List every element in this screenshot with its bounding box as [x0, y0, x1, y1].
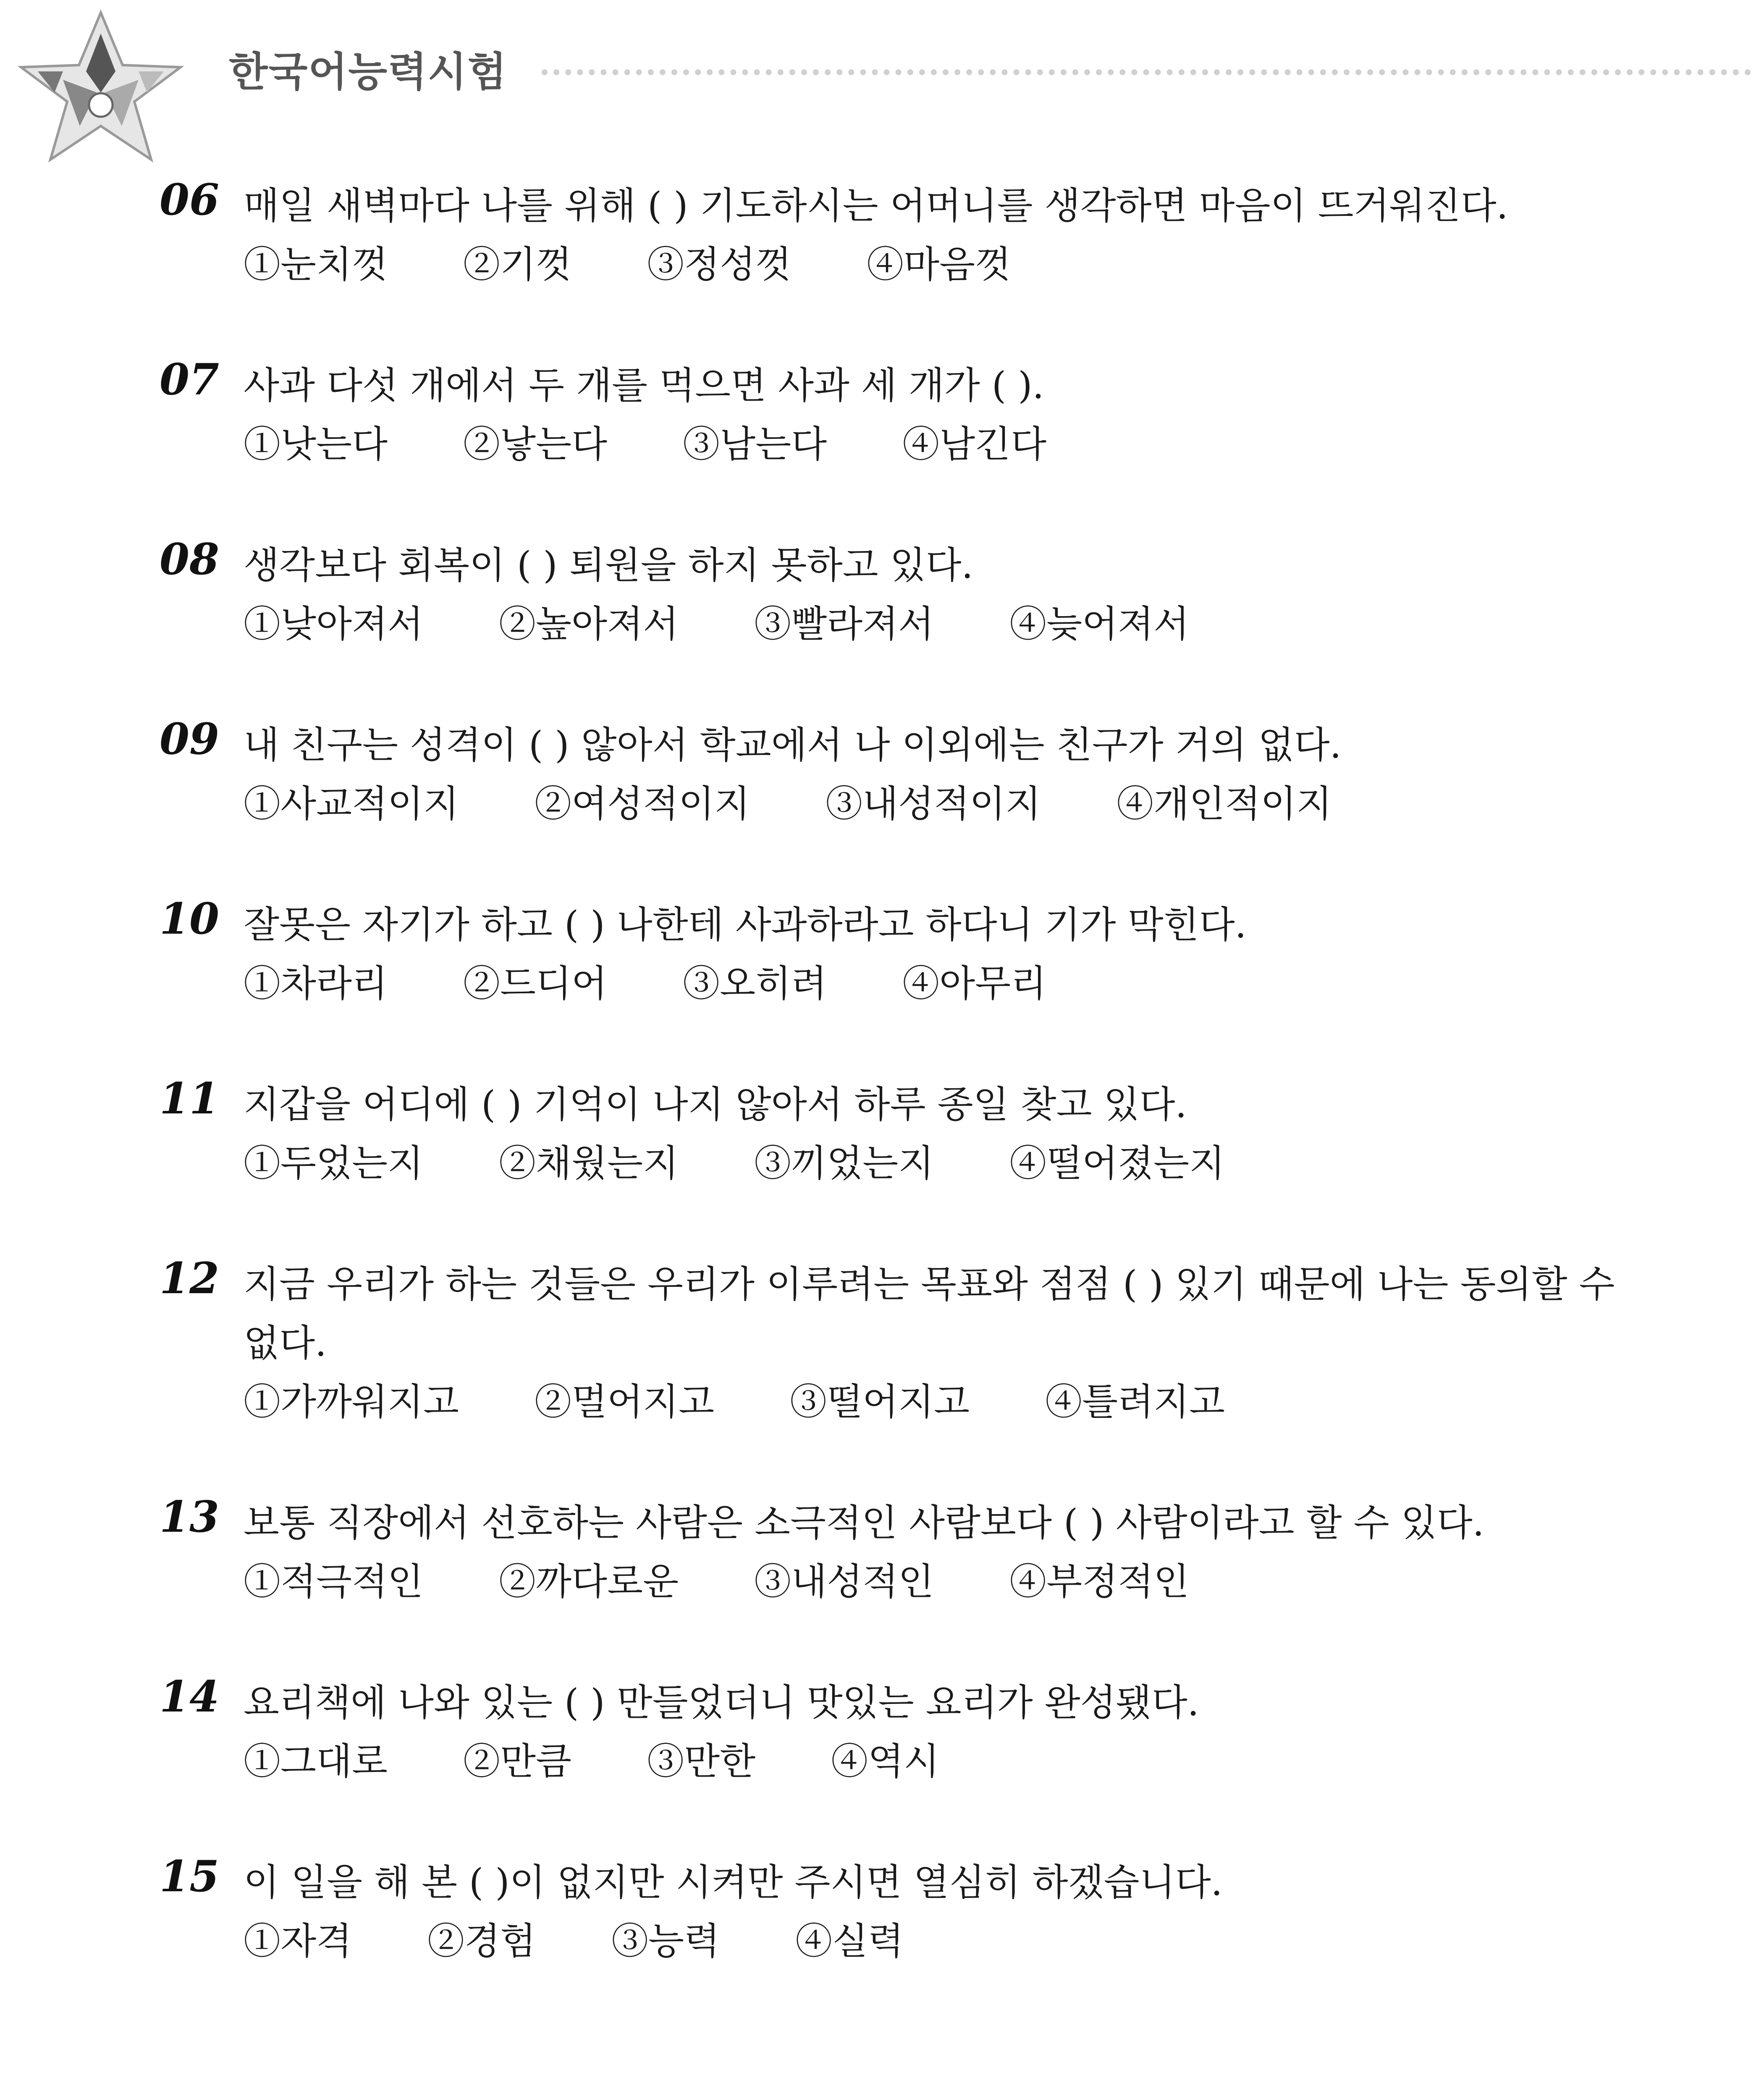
- option-1[interactable]: ①눈치껏: [244, 243, 388, 286]
- question-text: 생각보다 회복이 ( ) 퇴원을 하지 못하고 있다.: [244, 543, 973, 587]
- question-text: 지갑을 어디에 ( ) 기억이 나지 않아서 하루 종일 찾고 있다.: [244, 1083, 1187, 1126]
- option-4[interactable]: ④역시: [831, 1740, 940, 1783]
- question-number: 07: [160, 354, 219, 405]
- option-4[interactable]: ④개인적이지: [1117, 782, 1332, 825]
- answer-options: [244, 235, 1621, 294]
- option-1[interactable]: ①차라리: [244, 962, 388, 1005]
- option-1[interactable]: ①그대로: [244, 1740, 388, 1783]
- question-number: 12: [160, 1253, 219, 1304]
- answer-options: [244, 1373, 1621, 1431]
- question-list: [160, 176, 1621, 2033]
- question-08: [160, 536, 1621, 654]
- question-text: 매일 새벽마다 나를 위해 ( ) 기도하시는 어머니를 생각하면 마음이 뜨거워진다.: [244, 184, 1508, 227]
- question-number: 13: [160, 1492, 219, 1542]
- option-2[interactable]: ②경험: [427, 1919, 536, 1963]
- option-3[interactable]: ③오히려: [683, 962, 827, 1005]
- option-4[interactable]: ④아무리: [902, 962, 1047, 1005]
- question-13: [160, 1494, 1621, 1611]
- question-number: 14: [160, 1672, 219, 1722]
- option-2[interactable]: ②기껏: [463, 243, 572, 286]
- question-number: 08: [160, 534, 219, 585]
- option-3[interactable]: ③만한: [647, 1740, 756, 1783]
- option-4[interactable]: ④틀려지고: [1045, 1380, 1225, 1423]
- question-number: 06: [160, 175, 219, 225]
- question-14: [160, 1673, 1621, 1791]
- question-text: 지금 우리가 하는 것들은 우리가 이루려는 목표와 점점 ( ) 있기 때문에 나는 동의할 수 없다.: [244, 1263, 1615, 1365]
- answer-options: [244, 595, 1621, 654]
- option-1[interactable]: ①낮아져서: [244, 602, 424, 646]
- question-number: 11: [160, 1074, 219, 1124]
- answer-options: [244, 415, 1621, 474]
- option-1[interactable]: ①사교적이지: [244, 782, 459, 825]
- answer-options: [244, 1912, 1621, 1971]
- question-11: [160, 1075, 1621, 1193]
- question-number: 09: [160, 714, 219, 764]
- question-text: 사과 다섯 개에서 두 개를 먹으면 사과 세 개가 ( ).: [244, 364, 1044, 407]
- option-4[interactable]: ④마음껏: [867, 243, 1011, 286]
- header-title: 한국어능력시험: [229, 48, 508, 95]
- option-2[interactable]: ②멀어지고: [535, 1380, 715, 1423]
- option-1[interactable]: ①가까워지고: [244, 1380, 459, 1423]
- question-09: [160, 716, 1621, 833]
- answer-options: [244, 774, 1621, 833]
- option-3[interactable]: ③끼었는지: [754, 1142, 934, 1185]
- question-10: [160, 895, 1621, 1013]
- option-3[interactable]: ③빨라져서: [754, 602, 934, 646]
- answer-options: [244, 954, 1621, 1013]
- question-number: 15: [160, 1851, 219, 1902]
- answer-options: [244, 1732, 1621, 1791]
- option-3[interactable]: ③남는다: [683, 423, 827, 466]
- question-number: 10: [160, 894, 219, 944]
- question-text: 잘못은 자기가 하고 ( ) 나한테 사과하라고 하다니 기가 막힌다.: [244, 903, 1247, 946]
- header-dotted-line: [542, 69, 1751, 75]
- option-1[interactable]: ①낫는다: [244, 423, 388, 466]
- option-1[interactable]: ①적극적인: [244, 1560, 424, 1603]
- option-2[interactable]: ②까다로운: [499, 1560, 679, 1603]
- question-text: 내 친구는 성격이 ( ) 않아서 학교에서 나 이외에는 친구가 거의 없다.: [244, 723, 1342, 766]
- option-2[interactable]: ②낳는다: [463, 423, 608, 466]
- option-3[interactable]: ③정성껏: [647, 243, 792, 286]
- option-3[interactable]: ③내성적이지: [826, 782, 1041, 825]
- option-3[interactable]: ③떨어지고: [790, 1380, 970, 1423]
- option-2[interactable]: ②드디어: [463, 962, 608, 1005]
- star-logo-icon: [13, 8, 189, 168]
- question-text: 이 일을 해 본 ( )이 없지만 시켜만 주시면 열심히 하겠습니다.: [244, 1861, 1223, 1904]
- page-header: [0, 0, 1764, 168]
- question-15: [160, 1853, 1621, 1971]
- option-3[interactable]: ③능력: [611, 1919, 720, 1963]
- option-4[interactable]: ④늦어져서: [1009, 602, 1190, 646]
- answer-options: [244, 1134, 1621, 1193]
- option-3[interactable]: ③내성적인: [754, 1560, 934, 1603]
- option-2[interactable]: ②높아져서: [499, 602, 679, 646]
- option-4[interactable]: ④남긴다: [902, 423, 1047, 466]
- option-2[interactable]: ②만큼: [463, 1740, 572, 1783]
- answer-options: [244, 1552, 1621, 1611]
- question-text: 요리책에 나와 있는 ( ) 만들었더니 맛있는 요리가 완성됐다.: [244, 1681, 1199, 1724]
- option-1[interactable]: ①자격: [244, 1919, 352, 1963]
- option-1[interactable]: ①두었는지: [244, 1142, 424, 1185]
- question-12: [160, 1255, 1621, 1431]
- option-4[interactable]: ④실력: [795, 1919, 904, 1963]
- question-07: [160, 356, 1621, 474]
- option-2[interactable]: ②여성적이지: [535, 782, 750, 825]
- question-text: 보통 직장에서 선호하는 사람은 소극적인 사람보다 ( ) 사람이라고 할 수 있다.: [244, 1501, 1484, 1544]
- option-4[interactable]: ④떨어졌는지: [1009, 1142, 1225, 1185]
- option-2[interactable]: ②채웠는지: [499, 1142, 679, 1185]
- question-06: [160, 176, 1621, 294]
- option-4[interactable]: ④부정적인: [1009, 1560, 1190, 1603]
